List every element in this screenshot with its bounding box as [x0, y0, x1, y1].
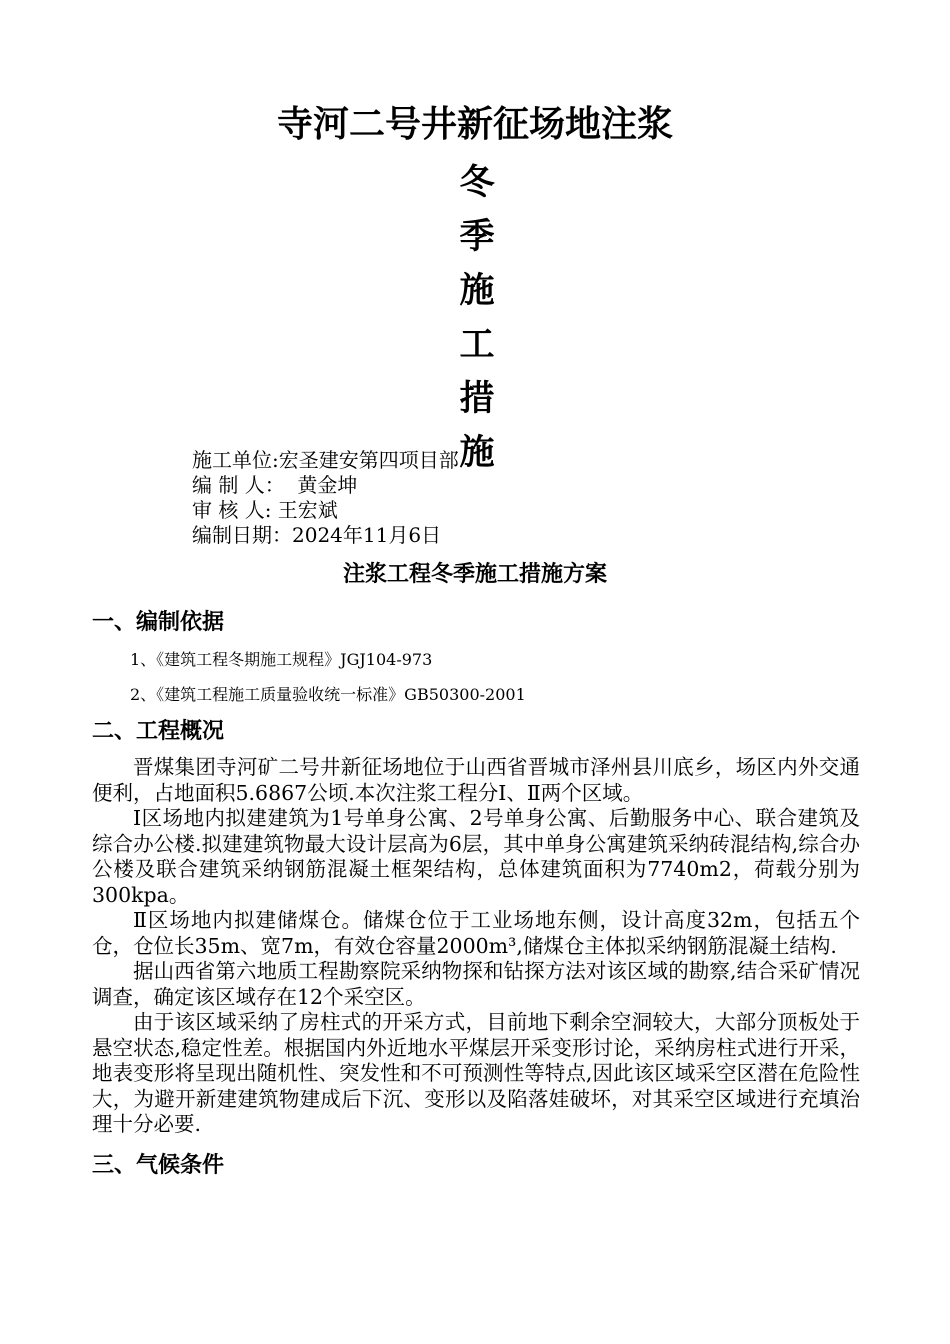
overview-body — [92, 755, 860, 1138]
construction-unit: 施工单位:宏圣建安第四项目部 — [192, 448, 459, 472]
vertical-title-char: 工 — [459, 325, 495, 365]
section-heading-basis: 一、编制依据 — [92, 610, 225, 635]
paragraph: 由于该区域采纳了房柱式的开采方式，目前地下剩余空洞较大，大部分顶板处于悬空状态,稳定性差。根据国内外近地水平煤层开采变形讨论，采纳房柱式进行开采，地表变形将呈现出随机性、突发性和不可预测性等特点,因此该区域采空区潜在危险性大，为避开新建建筑物建成后下沉、变形以及陷落娃破坏，对其采空区域进行充填治理十分必要. — [92, 1010, 860, 1136]
section-heading-overview: 二、工程概况 — [92, 719, 225, 744]
reference-item: 2、《建筑工程施工质量验收统一标准》GB50300-2001 — [130, 685, 526, 704]
paragraph: 据山西省第六地质工程勘察院采纳物探和钻探方法对该区域的勘察,结合采矿情况调查，确定该区域存在12个采空区。 — [92, 959, 860, 1009]
vertical-title-char: 冬 — [459, 163, 495, 203]
vertical-title-char: 施 — [459, 271, 495, 311]
date-line: 编制日期：2024年11月6日 — [192, 523, 442, 547]
paragraph: Ⅰ区场地内拟建建筑为1号单身公寓、2号单身公寓、后勤服务中心、联合建筑及综合办公楼.拟建建筑物最大设计层高为6层，其中单身公寓建筑采纳砖混结构,综合办公楼及联合建筑采纳钢筋混凝土框架结构，总体建筑面积为7740m2，荷载分别为300kpa。 — [92, 806, 860, 907]
document-meta — [192, 448, 459, 548]
paragraph: 晋煤集团寺河矿二号井新征场地位于山西省晋城市泽州县川底乡，场区内外交通便利，占地面积5.6867公顷.本次注浆工程分Ⅰ、Ⅱ两个区域。 — [92, 755, 860, 805]
vertical-title-char: 施 — [459, 433, 495, 473]
section-heading-climate: 三、气候条件 — [92, 1153, 225, 1178]
vertical-title-char: 措 — [459, 379, 495, 419]
vertical-title-char: 季 — [459, 217, 495, 257]
document-title: 寺河二号井新征场地注浆 — [276, 104, 673, 145]
reviewer-line: 审 核 人: 王宏斌 — [192, 498, 338, 522]
document-subtitle: 注浆工程冬季施工措施方案 — [342, 562, 607, 587]
editor-line: 编 制 人： 黄金坤 — [192, 473, 358, 497]
vertical-title — [455, 156, 499, 480]
paragraph: Ⅱ区场地内拟建储煤仓。储煤仓位于工业场地东侧，设计高度32m，包括五个仓，仓位长35m、宽7m，有效仓容量2000m³,储煤仓主体拟采纳钢筋混凝土结构. — [92, 908, 860, 958]
reference-item: 1、《建筑工程冬期施工规程》JGJ104-973 — [130, 650, 433, 669]
